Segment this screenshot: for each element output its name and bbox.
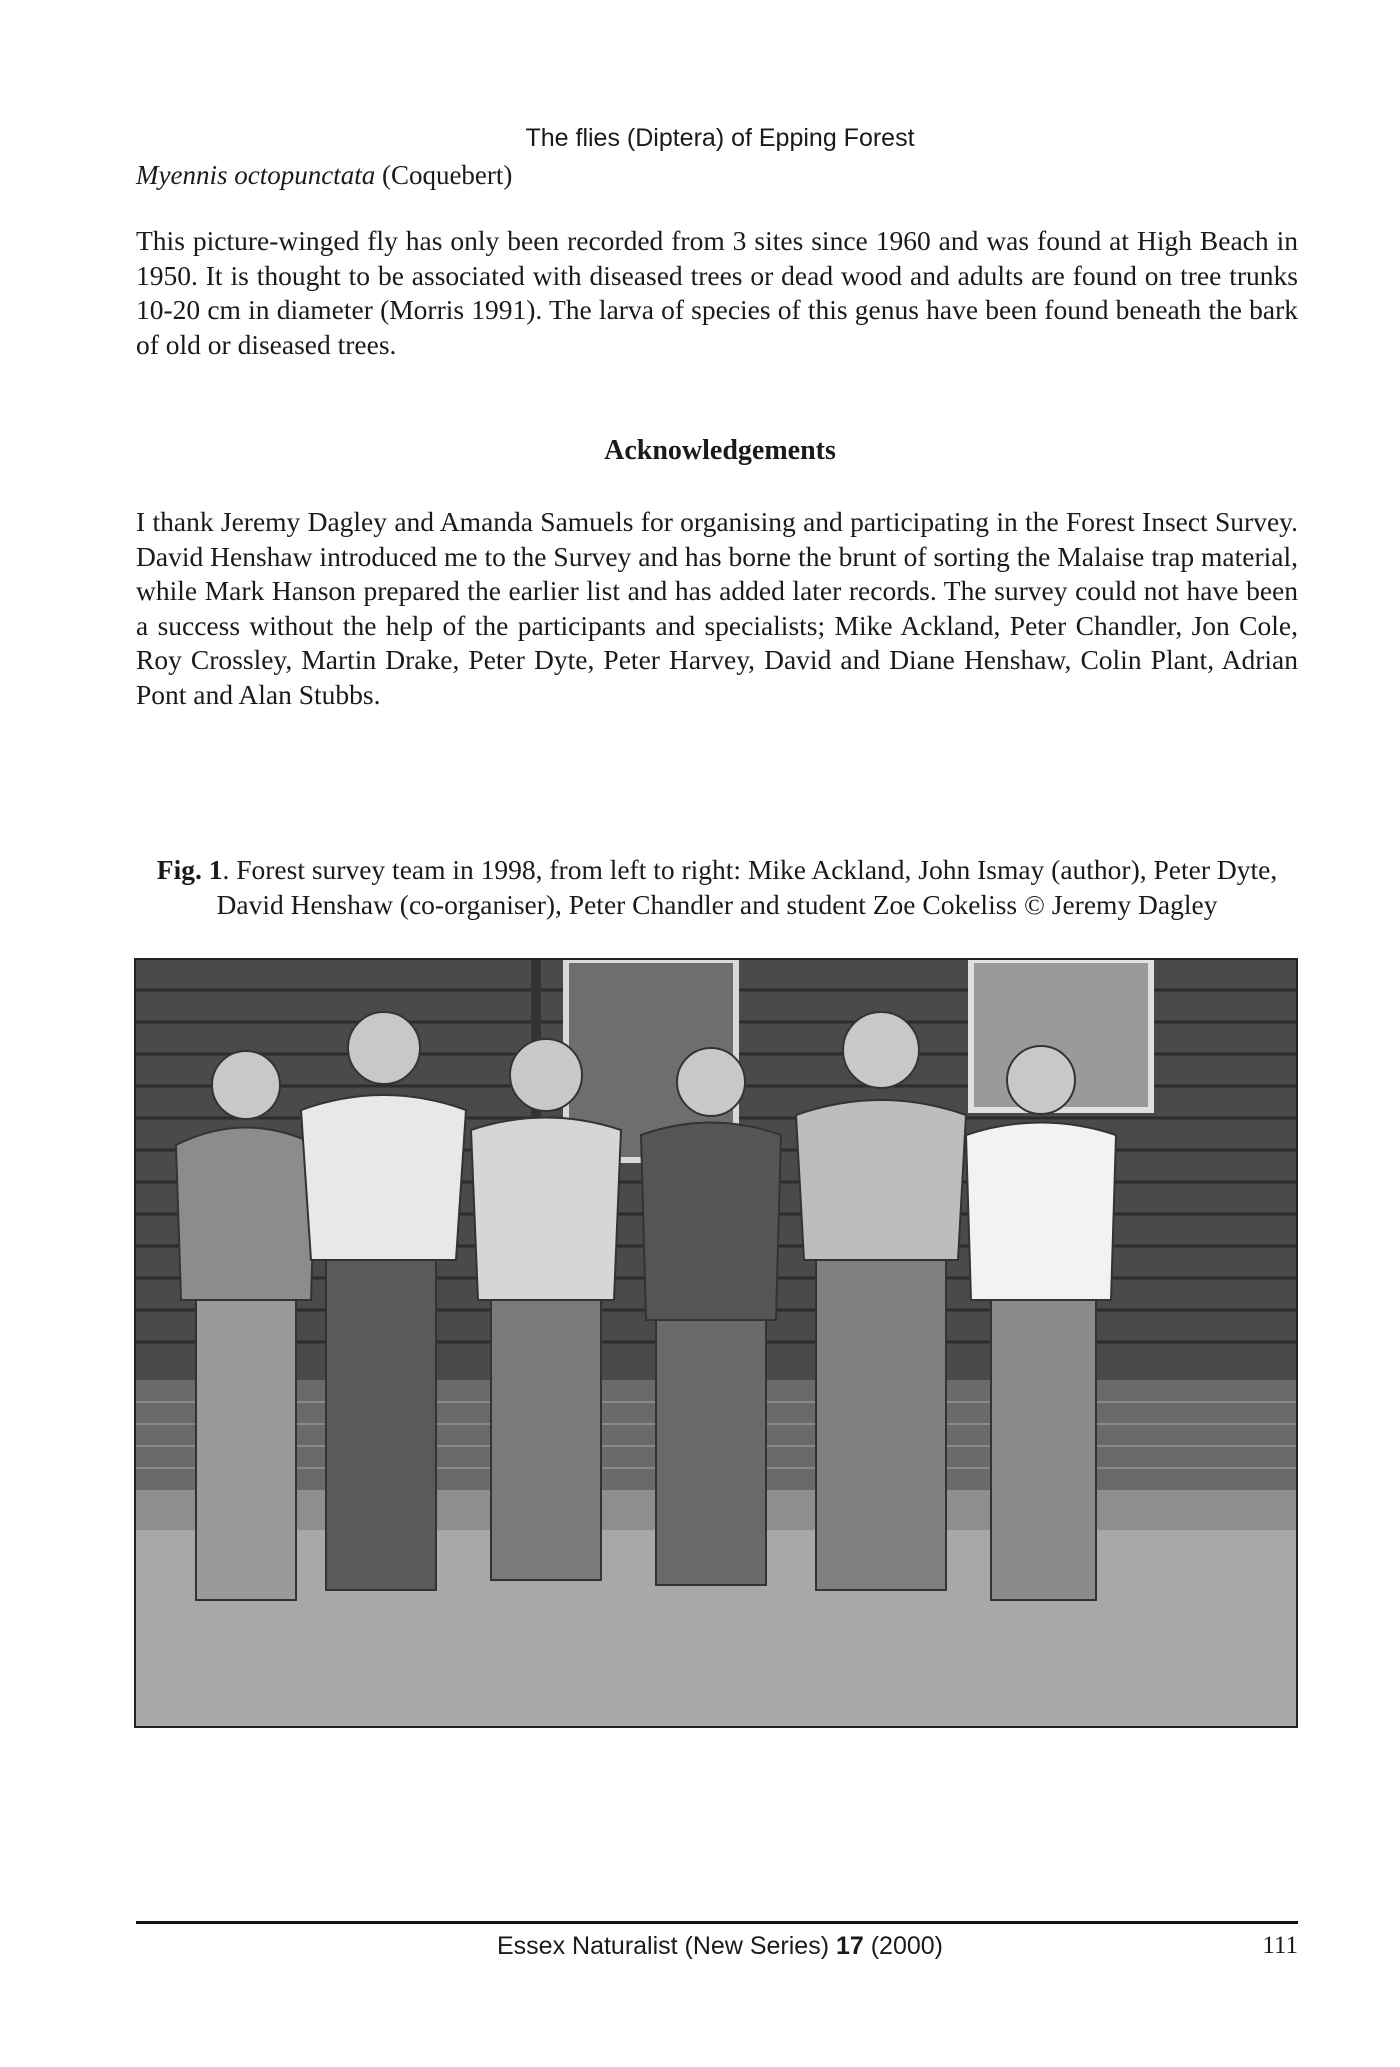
team-photo xyxy=(134,958,1298,1728)
acknowledgements-heading: Acknowledgements xyxy=(604,435,836,466)
page-number: 111 xyxy=(1262,1932,1298,1959)
figure-label: Fig. 1 xyxy=(156,854,223,885)
species-paragraph: This picture-winged fly has only been recorded from 3 sites since 1960 and was found at High Beach in 1950. It is thought to be associated with diseased trees or dead wood and adults are found on tree trunks 10-20 cm in diameter (Morris 1991). The larva of species of this genus have been found beneath the bark of old or diseased trees. xyxy=(136,225,1298,360)
species-authority: (Coquebert) xyxy=(381,160,513,190)
footer-rule xyxy=(136,1921,1298,1924)
footer-journal xyxy=(0,1932,1400,1961)
species-heading xyxy=(136,160,512,191)
acknowledgements-paragraph: I thank Jeremy Dagley and Amanda Samuels for organising and participating in the Forest Insect Survey. David Henshaw introduced me to the Survey and has borne the brunt of sorting the Malaise trap material, while Mark Hanson prepared the earlier list and has added later records. The survey could not have been a success without the help of the participants and specialists; Mike Ackland, Peter Chandler, Jon Cole, Roy Crossley, Martin Drake, Peter Dyte, Peter Harvey, David and Diane Henshaw, Colin Plant, Adrian Pont and Alan Stubbs. xyxy=(136,506,1298,710)
figure-caption xyxy=(136,852,1298,922)
journal-volume: 17 xyxy=(835,1932,864,1960)
running-head: The flies (Diptera) of Epping Forest xyxy=(525,124,915,152)
journal-year: (2000) xyxy=(870,1932,943,1960)
species-scientific-name: Myennis octopunctata xyxy=(136,160,376,190)
journal-name: Essex Naturalist (New Series) xyxy=(496,1932,830,1960)
figure-caption-text: . Forest survey team in 1998, from left to right: Mike Ackland, John Ismay (author), Peter Dyte, David Henshaw (co-organiser), Peter Chandler and student Zoe Cokeliss © Jeremy Dagley xyxy=(216,854,1278,920)
